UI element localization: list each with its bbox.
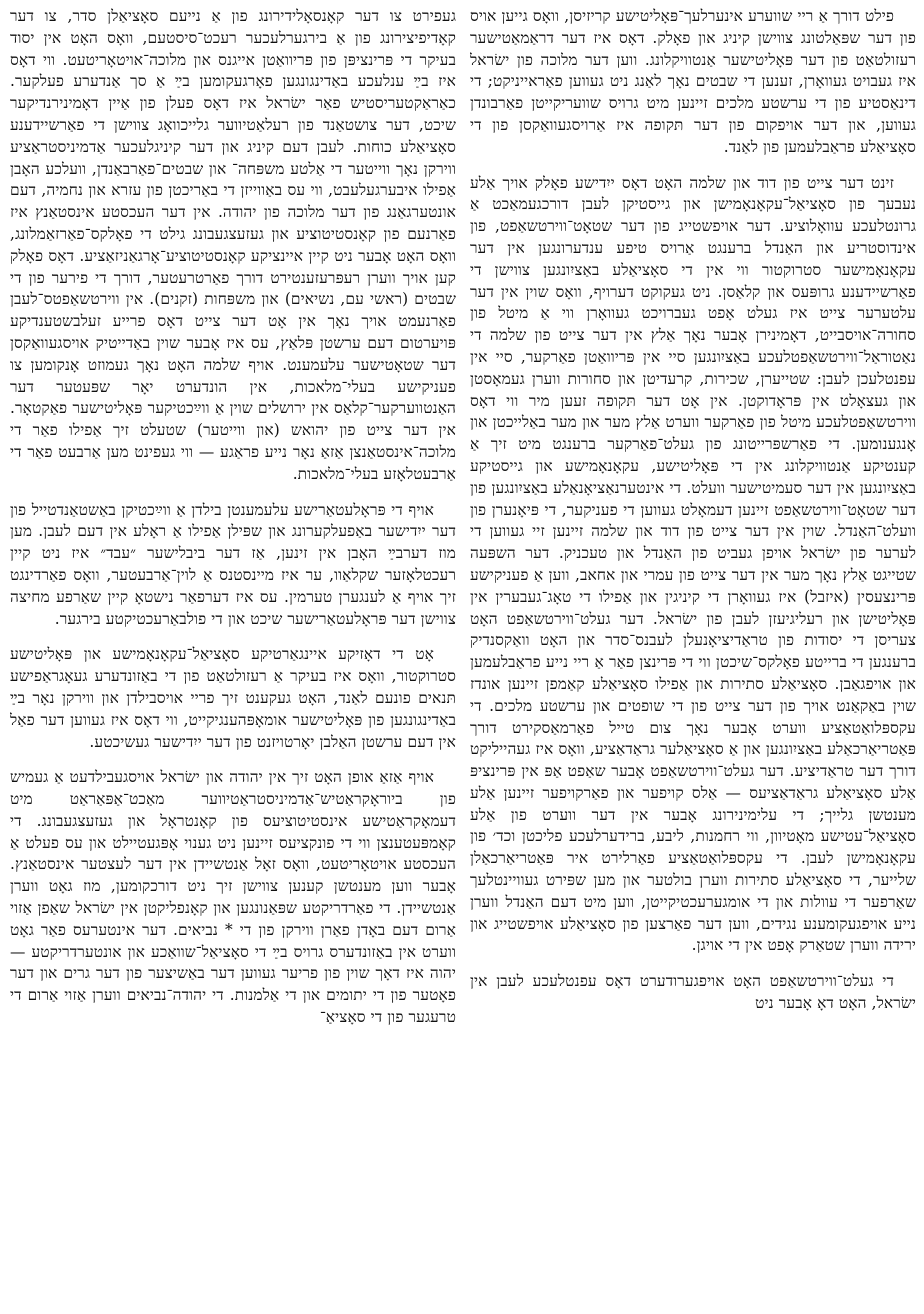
two-column-layout: [10, 6, 916, 1310]
paragraph: די געלט־ווירטשאַפט האָט אויפגערודערט דאָס עפנטלעכע לעבן אין ישׂראל, האָט דאָ אָבער ניט: [470, 972, 916, 1013]
paragraph: אויף אַזאַ אופן האָט זיך אין יהודה און ישׂראל אויסגעבילדעט אַ געמיש פון ביוראָקראַטיש־אַדמיניסטראַטיווער מאַכט־אַפּאַראַט מיט דעמאָקראַטישע אינסטיטוציעס פון קאָנטראָל און געזעצגעבונג. די קאָמפּעטענצן ווי די פונקציעס זיינען ניט גענוי אָפּגעטיילט און עס פעלט אַ העכסטע אויטאָריטעט, וואָס זאָל אַנטשיידן אין דער לעצטער אינסטאַנץ. אָבער ווען מענטשן קענען צווישן זיך ניט דורכקומען, מוז גאָט ווערן אַנטשיידן. די פאַרדריקטע שפּאַנונגען און קאָנפליקטן אין ישׂראל שאַפן אַזוי אַרום דעם באָדן פאַרן ווירקן פון די * נביאים. דער אינטערעס פאַר גאָט ווערט אין באַזונדערס גרויס בײַ די סאָציאַל־שוואַכע און אונטערדריקטע — יהוה איז דאָך שוין פון פריער געווען דער באַשיצער פון דער גרים און דער פאָטער פון די יתומים און די אַלמנות. די יהודה־נביאים ווערן אַזוי אַרום די טרעגער פון די סאָציאַ־: [10, 768, 456, 1027]
left-text-column: [10, 6, 456, 1310]
paragraph: זינט דער צייט פון דוד און שלמה האָט דאָס ייִדישע פאָלק אויך אַלע נעבעך פון סאָציאַל־עקאָנאָמישן און גייסטיקן לעבן דורכגעמאַכט אַ גרונטלעכע עוואָלוציע. דער אויפשטייג פון דער שטאָט־ווירטשאַפט, פון אינדוסטריע און האַנדל ברענגט אַרויס טיפע ענדערונגען אין דער עקאָנאָמישער סטרוקטור ווי אין די סאָציאַלע באַציִונגען צווישן די פאַרשיידענע גרופּעס און קלאַסן. ניט געקוקט דערויף, וואָס שוין אין דער עלטערער צייט איז געלט אָפט געברויכט געוואָרן ווי אַ מיטל פון סחורה־אויסבייט, דאָמינירן אָבער נאָך אַלץ אין דער צייט פון שלמה די נאַטוראַל־ווירטשאַפטלעכע באַציִונגען סיי אין פּריוואַטן פאַרקער, סיי אין עפנטלעכן לעבן: שטייערן, שכירות, קרעדיטן און סחורות ווערן געמאָסטן און געצאָלט אין פּראָדוקטן. אין אָט דער תּקופה זעען מיר ווי דאָס ווירטשאַפטלעכע מיטל פון פאַרקער ווערט אַלץ מער און מער באַלייכטן און אָנגענומען. די פאַרשפּרייטונג פון געלט־פאַרקער ברענגט מיט זיך אַ קענטיקע אַנטוויקלונג אין די פּאָליטישע, עקאָנאָמישע און גייסטיקע באַציִונגען אין דער סעמיטישער וועלט. די אינטערנאַציאָנאַלע באַציִונגען פון דער שטאָט־ווירטשאַפט זיינען דעמאָלט געווען די פעניקער, די פּיאָנערן פון וועלט־האַנדל. שוין אין דער צייט פון דוד און שלמה זיינען זיי געווען די לערער פון ישׂראל אויפן געביט פון האַנדל און טעכניק. דער השפּעה שטייגט אַלץ נאָך מער אין דער צייט פון עמרי און אחאב, ווען אַ פעניקישע פּרינצעסין (איזבל) איז געוואָרן די קיניגין און אַפילו די טאָג־געבערין אין פּאָליטישן און רעליגיעזן לעבן פון ישׂראל. דער געלט־ווירטשאַפט האָט צעריסן די יסודות פון טראַדיציאָנעלן לעבנס־סדר און האָט וואַקסנדיק ברענגען די ברייטע פאָלקס־שיכטן ווי די פּרינצן פאַר אַ ריי נייע פראַבלעמען און אויפגאַבן. סאָציאַלע סתירות און אַפילו סאָציאַלע קאַמפן זיינען אונדז שוין באַקאַנט אויך פון דער צייט פון די שופטים און ערשטע מלכים. די עקספּלואַטאַציע ווערט אָבער נאָך צום טייל פאַרמאַסקירט דורך פּאַטריאַרכאַלע באַציִונגען און אַ סאָציאַלער גראַדאַציע, וואָס איז געהייליקט דורך דער טראַדיציע. דער געלט־ווירטשאַפט אָבער שאַפט אַפּ אין פּרינציפּ אַלע סאָציאַלע גראַדאַציעס — אַלס קויפער און פאַרקויפער זיינען אַלע מענטשן גלייך; די עלימינירונג אָבער אין דער ווערט פון אַלע סאָציאַל־עטישע מאָטיוון, ווי רחמנות, ליבע, ברידערלעכע פליכטן וכד׳ פון עקאָנאָמישן לעבן. די עקספּלואַטאַציע פאַרלירט איר פּאַטריאַרכאַלן שלייער, די סאָציאַלע סתירות ווערן בולטער און מען שפּירט געוויינטלעך שאַרפער די עוולות און די אומגערעכטיקייטן, ווען מיט דעם האַנדל ווערן נייע אויפגעקומענע נגידים, ווען דער פאַרצען פון סאָציאַלע אויפשטייג און ירידה ווערן שטאַרק אָפט אין די אויגן.: [470, 173, 916, 955]
paragraph: אויף די פּראָלעטאַרישע עלעמענטן בילדן אַ ווײַכטיקן באַשטאַנדטייל פון דער ייִדישער באַפעלקערונג און שפּילן אַפילו אַ ראָלע אין דעם לעבן. מען מוז דערבײַ האָבן אין זינען, אַז דער ביבלישער ״עבד״ איז ניט קיין רעכטלאָזער שקלאַוו, ער איז מיינסטנס אַ לוין־אַרבעטער, וואָס פאַרדינגט זיך אויף אַ לענגערן טערמין. עס איז דערפאַר נישטאָ קיין שאַרפע מחיצה צווישן דער פּראָלעטאַרישער שיכט און די פולבאַרעכטיקטע בירגער.: [10, 500, 456, 628]
right-text-column: [470, 6, 916, 1310]
paragraph: אָט די דאָזיקע איינגאַרטיקע סאָציאַל־עקאָנאָמישע און פּאָליטישע סטרוקטור, וואָס איז בעיקר אַ רעזולטאַט פון די באַזונדערע געאָגראַפישע תּנאים פונעם לאַנד, האָט געקענט זיך פריי אויסבילדן און ווירקן נאָר בײַ באַדינגונגען פון פּאָליטישער אומאָפּהענגיקייט, ווי דאָס איז געווען דער פאַל אין דעם ערשטן האַלבן יאָרטויזנט פון דער ייִדישער געשיכטע.: [10, 645, 456, 751]
paragraph: געפירט צו דער קאָנסאָלידירונג פון אַ נייעם סאָציאַלן סדר, צו דער קאָדיפיצירונג פון אַ בירגערלעכער רעכט־סיסטעם, וואָס האָט אין יסוד בעיקר די פּרינציפּן פון פּריוואַטן אייגנס און מלוכה־אויטאָריטעט. ווי דאָס איז בײַ ענלעכע באַדינגונגען פאָרגעקומען בײַ אַ סך אַנדערע פעלקער. כאַראַקטעריסטיש פאַר ישׂראל איז דאָס פעלן פון אַיין דאָמינירנדיקער שיכט, דער צושטאַנד פון רעלאַטיווער גלייכוואָג צווישן די פאַרשיידענע סאָציאַלע כוחות. לעבן דעם קיניג און דער קיניגלעכער אַדמיניסטראַציע ווירקן נאָך ווייטער די אַלטע משפּחה־ און שבטים־פאַרבאַנדן, וועלכע האָבן אַפילו איבערגעלעבט, ווי עס באַווייזן די באַריכטן פון עזרא און נחמיה, דעם אונטערגאַנג פון דער מלוכה פון יהודה. אין דער העכסטע אינסטאַנץ איז פאַרנעם פון קאָנסטיטוציע און געזעצגעבונג גילט די פאָלקס־פאַרזאַמלונג, וואָס האָט אָבער ניט קיין איינציקע קאָנסטיטוציע־אָרגאַניזאַציע. דאָס פאָלק קען אויך ווערן רעפּרעזענטירט דורך פאַרטרעטער, דורך די פירער פון די שבטים (ראשי עם, נשיאים) און משפּחות (זקנים). אין ווירטשאַפטס־לעבן פאַרנעמט אויך נאָך אין אָט דער צייט דאָס פרייע זעלבשטענדיקע פּויערטום דעם ערשטן פּלאַץ, עס איז אָבער שוין באַדייטיק אויסגעוואַקסן דער שטאָטישער עלעמענט. אויף שלמה האָט נאָך געמוזט אָנקומען צו פעניקישע בעלי־מלאכות, אין הונדערט יאָר שפּעטער דער האַנטווערקער־קלאַס אין ירושלים שוין אַ ווײַכטיקער פּאָליטישער פאַקטאָר. אין דער צייט פון יהואש (און ווייטער) שטעלט זיך אַפילו פאַר די מלוכה־אינסטאַנצן אַזאַ נאָר נייע פראַגע — ווי געפינט מען אַרבעט פאַר די אַרבעטלאָזע בעלי־מלאכות.: [10, 7, 456, 483]
paragraph: פילט דורך אַ ריי שווערע אינערלעך־פּאָליטישע קריזיסן, וואָס גייען אויס פון דער שפּאַלטונג צווישן קיניג און פאָלק. דאָס איז דער דראַמאַטישער רעזולטאַט פון דער פּאָליטישער אַנטוויקלונג. ווען דער מלוכה פון ישׂראל איז געבויט געוואָרן, זענען די שבטים נאָך לאַנג ניט געווען פאַראייניקט; די דינאַסטיע פון די ערשטע מלכים זיינען מיט גרויס שוועריקייטן פאַרבונדן געווען, און דער אויפקום פון דער תּקופה איז אַרויסגעוואַקסן פון די סאָציאַלע פראַבלעמען פון לאַנד.: [470, 7, 916, 156]
